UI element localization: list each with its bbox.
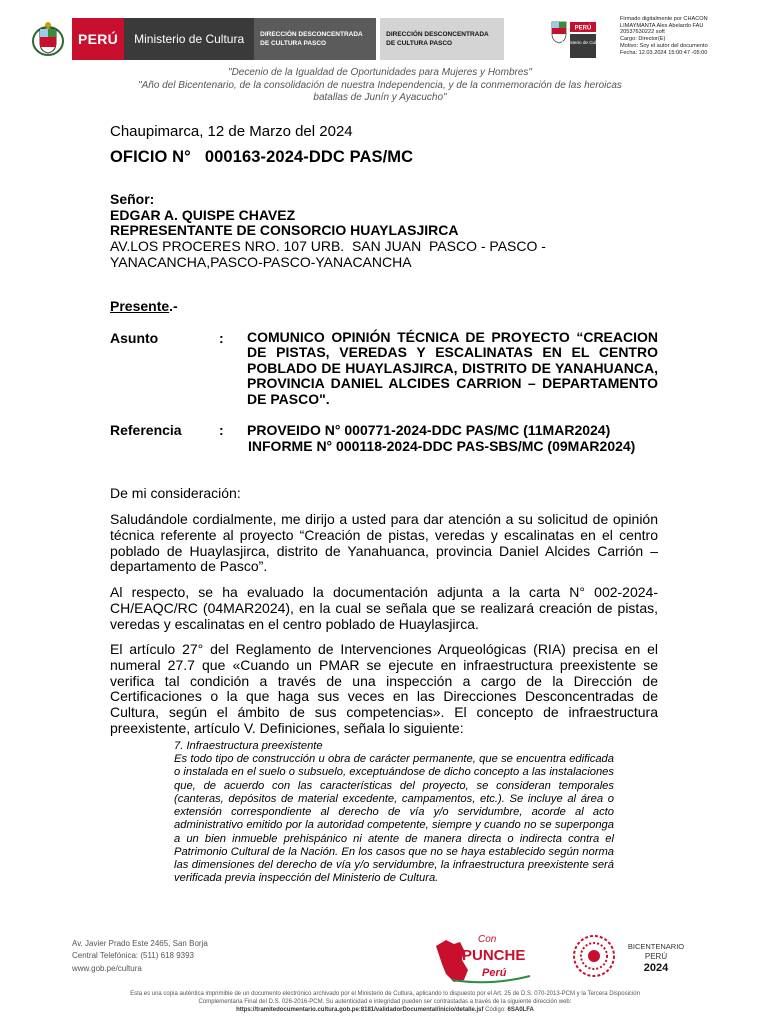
validation-link[interactable]: https://tramitedocumentario.cultura.gob.pe:8181/validadorDocumental/inicio/detalle.jsf	[236, 1007, 484, 1014]
peru-label: PERÚ	[72, 18, 124, 60]
validation-code: 6SA0LFA	[507, 1007, 534, 1014]
asunto-colon: :	[219, 330, 224, 346]
recipient-address-1: AV.LOS PROCERES NRO. 107 URB. SAN JUAN PASCO - PASCO -	[110, 238, 546, 255]
paragraph-3: El artículo 27° del Reglamento de Intervenciones Arqueológicas (RIA) precisa en el numeral 27.7 que «Cuando un PMAR se ejecute en infraestructura preexistente se verifica tal condición a través de una inspección a cargo de la Dirección de Certificaciones o la que haga sus veces en las Direcciones Desconcentradas de Cultura, según el ámbito de sus competencias». El concepto de infraestructura preexistente, artículo V. Definiciones, señala lo siguiente:	[110, 641, 658, 737]
header-logo-bar	[30, 18, 504, 60]
oficio-number: OFICIO N° 000163-2024-DDC PAS/MC	[110, 148, 414, 166]
slogan-line-1: "Decenio de la Igualdad de Oportunidades para Mujeres y Hombres"	[228, 67, 532, 78]
signature-line: Firmado digitalmente por CHACON	[620, 16, 708, 22]
footer-note-line-2: Complementaria Final del D.S. 026-2016-PCM. Su autenticidad e integridad pueden ser contrastadas a través de la siguiente dirección web:	[198, 999, 572, 1006]
digital-signature-block	[620, 16, 760, 56]
bicentenario-year: 2024	[643, 962, 669, 974]
ministry-label: Ministerio de Cultura	[124, 18, 254, 60]
salutation-title: Señor:	[110, 191, 155, 207]
slogan	[80, 67, 680, 105]
code-label: Código:	[485, 1007, 506, 1014]
punche-con: Con	[478, 934, 497, 945]
sig-logo-ministry: Ministerio de Cultura	[561, 40, 605, 45]
bicentenario-country: PERÚ	[644, 952, 668, 961]
referencia-item: PROVEIDO N° 000771-2024-DDC PAS/MC (11MAR2024)	[247, 422, 611, 438]
sig-logo-peru: PERÚ	[574, 25, 592, 32]
asunto-label: Asunto	[110, 330, 159, 346]
recipient-block	[110, 192, 610, 270]
punche-peru: Perú	[482, 967, 507, 979]
presente-word: Presente	[110, 298, 170, 314]
quote-title: 7. Infraestructura preexistente	[174, 740, 323, 752]
punche-word: PUNCHE	[462, 947, 526, 964]
footer-contact	[72, 938, 208, 975]
recipient-name: EDGAR A. QUISPE CHAVEZ	[110, 206, 296, 223]
quote-body: Es todo tipo de construcción u obra de carácter permanente, que se encuentra edificada o instalada en el suelo o subsuelo, exceptuándose de dicho concepto a las instalaciones que, de acuerdo con las características del proyecto, se consideran temporales (canteras, depósitos de material excedente, campamentos, etc.). Se incluye al área o extensión correspondiente al derecho de vía y/o servidumbre, acorde al acto administrativo emitido por la autoridad competente, siempre y cuando no se superponga a un bien inmueble prehispánico ni atente de manera directa o indirecta contra el Patrimonio Cultural de la Nación. En los casos que no se haya establecido según norma las dimensiones del derecho de vía y/o servidumbre, la infraestructura preexistente será verificada previa inspección del Ministerio de Cultura.	[174, 753, 614, 885]
bicentenario-logo	[570, 930, 690, 982]
paragraph-1: Saludándole cordialmente, me dirijo a usted para dar atención a su solicitud de opinión técnica referente al proyecto “Creación de pistas, veredas y escalinatas en el centro poblado de Huaylasjirca, distrito de Yanahuanca, provincia Daniel Alcides Carrión – departamento de Pasco”.	[110, 511, 658, 575]
signature-line: 20537630222 soft	[620, 29, 665, 36]
paragraph-2: Al respecto, se ha evaluado la documentación adjunta a la carta N° 002-2024-CH/EAQC/RC (04MAR2024), en la cual se señala que se realizará creación de pistas, veredas y escalinatas en el centro poblado de Huaylasjirca.	[110, 584, 658, 632]
signature-line: Motivo: Soy el autor del documento	[620, 42, 708, 49]
recipient-address-2: YANACANCHA,PASCO-PASCO-YANACANCHA	[110, 253, 412, 270]
signature-logo	[548, 18, 605, 60]
referencia-item: INFORME N° 000118-2024-DDC PAS-SBS/MC (09MAR2024)	[248, 438, 636, 455]
footer-note-line-3	[40, 1006, 730, 1014]
asunto-value: COMUNICO OPINIÓN TÉCNICA DE PROYECTO “CREACION DE PISTAS, VEREDAS Y ESCALINATAS EN EL CENTRO POBLADO DE HUAYLASJIRCA, DISTRITO DE YANAHUANCA, PROVINCIA DANIEL ALCIDES CARRION – DEPARTAMENTO DE PASCO".	[247, 329, 658, 407]
letter-date: Chaupimarca, 12 de Marzo del 2024	[110, 123, 353, 140]
definition-quote	[174, 740, 614, 885]
ddc-label-light: DIRECCIÓN DESCONCENTRADA DE CULTURA PASCO	[380, 18, 504, 60]
greeting: De mi consideración:	[110, 485, 241, 501]
footer-note-line-1: Esta es una copia auténtica imprimible de un documento electrónico archivado por el Ministerio de Cultura, aplicando lo dispuesto por el Art. 25 de D.S. 070-2013-PCM y la Tercera Disposición	[130, 991, 640, 997]
signature-line: Cargo: Director(E)	[620, 36, 666, 43]
referencia-colon: :	[219, 422, 224, 438]
footer-website[interactable]: www.gob.pe/cultura	[72, 963, 142, 973]
ddc-label-dark: DIRECCIÓN DESCONCENTRADA DE CULTURA PASCO	[254, 18, 376, 60]
slogan-line-2: "Año del Bicentenario, de la consolidación de nuestra Independencia, y de la conmemoración de las heroicas batallas de Junín y Ayacucho"	[138, 79, 622, 103]
footer-phone: Central Telefónica: (511) 618 9393	[72, 951, 195, 961]
recipient-role: REPRESENTANTE DE CONSORCIO HUAYLASJIRCA	[110, 222, 459, 239]
con-punche-peru-logo	[432, 928, 536, 986]
footer-address: Av. Javier Prado Este 2465, San Borja	[72, 939, 208, 948]
coat-of-arms-icon	[30, 18, 66, 60]
signature-line: LIMAYMANTA Alex Abelardo FAU	[620, 22, 704, 29]
presente	[110, 298, 178, 314]
referencia-label: Referencia	[110, 422, 182, 438]
signature-line: Fecha: 12.03.2024 15:00:47 -05:00	[620, 49, 708, 56]
bicentenario-title: BICENTENARIO	[627, 942, 685, 951]
footer-legal-note	[40, 990, 730, 1014]
presente-suffix: .-	[169, 298, 178, 314]
referencia-values	[247, 422, 635, 454]
